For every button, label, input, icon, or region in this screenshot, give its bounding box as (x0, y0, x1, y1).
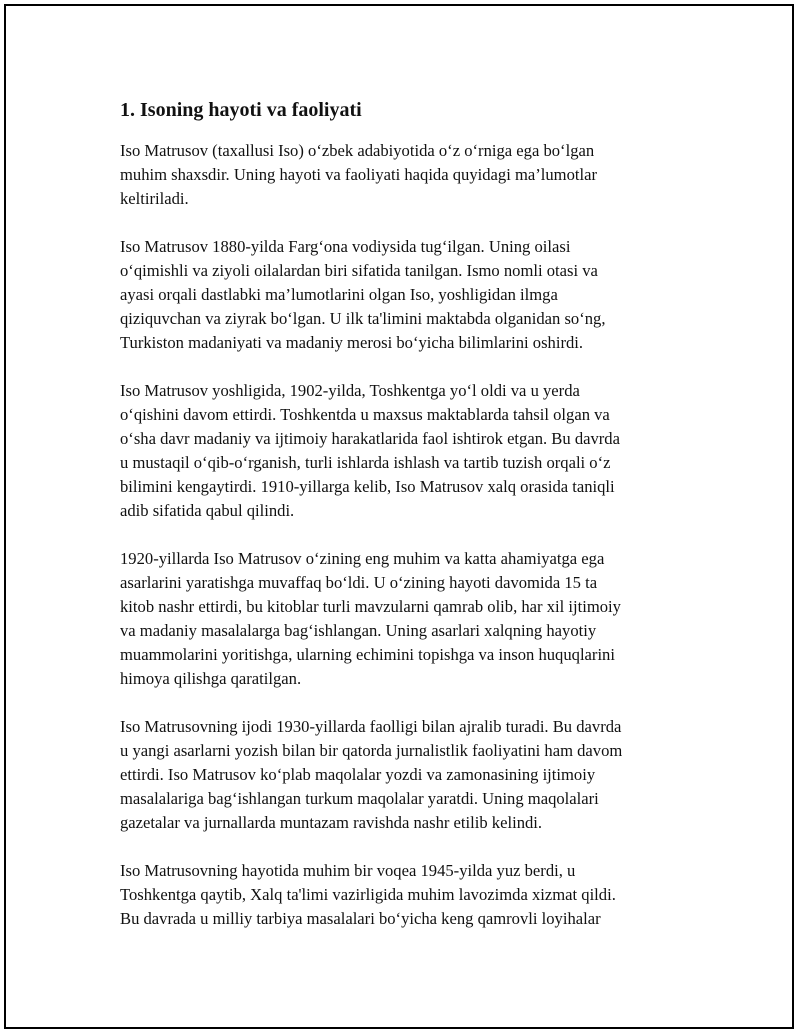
document-body (120, 97, 680, 955)
paragraph-1: Iso Matrusov (taxallusi Iso) o‘zbek adabiyotida o‘z o‘rniga ega bo‘lgan muhim shaxsdir. Uning hayoti va faoliyati haqida quyidagi ma’lumotlar keltiriladi. (120, 141, 597, 208)
paragraph-6: Iso Matrusovning hayotida muhim bir voqea 1945-yilda yuz berdi, u Toshkentga qaytib, Xalq ta'limi vazirligida muhim lavozimda xizmat qildi. Bu davrada u milliy tarbiya masalalari bo‘yicha keng qamrovli loyihalar (120, 861, 616, 928)
section-heading: 1. Isoning hayoti va faoliyati (120, 99, 362, 121)
paragraph-4: 1920-yillarda Iso Matrusov o‘zining eng muhim va katta ahamiyatga ega asarlarini yaratishga muvaffaq bo‘ldi. U o‘zining hayoti davomida 15 ta kitob nashr ettirdi, bu kitoblar turli mavzularni qamrab olib, har xil ijtimoiy va madaniy masalalarga bag‘ishlangan. Uning asarlari xalqning hayotiy muammolarini yoritishga, ularning echimini topishga va inson huquqlarini himoya qilishga qaratilgan. (120, 549, 621, 688)
paragraph-3: Iso Matrusov yoshligida, 1902-yilda, Toshkentga yo‘l oldi va u yerda o‘qishini davom ettirdi. Toshkentda u maxsus maktablarda tahsil olgan va o‘sha davr madaniy va ijtimoiy harakatlarida faol ishtirok etgan. Bu davrda u mustaqil o‘qib-o‘rganish, turli ishlarda ishlash va tartib tuzish orqali o‘z bilimini kengaytirdi. 1910-yillarga kelib, Iso Matrusov xalq orasida taniqli adib sifatida qabul qilindi. (120, 381, 620, 520)
paragraph-2: Iso Matrusov 1880-yilda Farg‘ona vodiysida tug‘ilgan. Uning oilasi o‘qimishli va ziyoli oilalardan biri sifatida tanilgan. Ismo nomli otasi va ayasi orqali dastlabki ma’lumotlarini olgan Iso, yoshligidan ilmga qiziquvchan va ziyrak bo‘lgan. U ilk ta'limini maktabda olganidan so‘ng, Turkiston madaniyati va madaniy merosi bo‘yicha bilimlarini oshirdi. (120, 237, 606, 352)
paragraph-5: Iso Matrusovning ijodi 1930-yillarda faolligi bilan ajralib turadi. Bu davrda u yangi asarlarni yozish bilan bir qatorda jurnalistlik faoliyatini ham davom ettirdi. Iso Matrusov ko‘plab maqolalar yozdi va zamonasining ijtimoiy masalalariga bag‘ishlangan turkum maqolalar yaratdi. Uning maqolalari gazetalar va jurnallarda muntazam ravishda nashr etilib kelindi. (120, 717, 623, 832)
document-page (4, 4, 794, 1029)
